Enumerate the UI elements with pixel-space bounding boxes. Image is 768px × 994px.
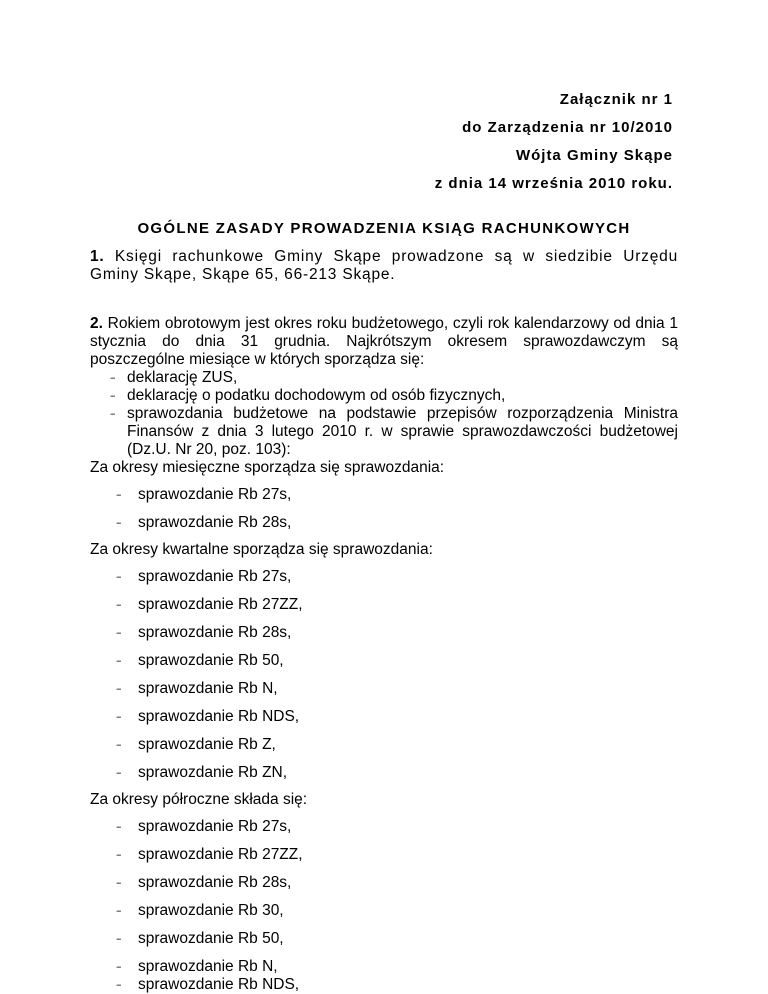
list-item: sprawozdanie Rb 50, [138, 930, 284, 947]
list-item: sprawozdanie Rb 28s, [138, 514, 292, 531]
list-item: sprawozdanie Rb 50, [138, 652, 284, 669]
bullet-budget-reports-line-3: (Dz.U. Nr 20, poz. 103): [127, 441, 291, 458]
bullet-dash: – [116, 820, 122, 833]
section-1-paragraph [90, 248, 678, 284]
bullet-dash: – [116, 960, 122, 973]
quarterly-heading: Za okresy kwartalne sporządza się sprawozdania: [90, 541, 433, 558]
section-1-number: 1. [90, 248, 105, 265]
list-item: sprawozdanie Rb NDS, [138, 976, 300, 993]
section-2-paragraph [90, 315, 678, 369]
section-1-text: Księgi rachunkowe Gminy Skąpe prowadzone są w siedzibie Urzędu Gminy Skąpe, Skąpe 65, 66-213 Skąpe. [90, 248, 678, 283]
bullet-dash: – [116, 876, 122, 889]
list-item: sprawozdanie Rb 27ZZ, [138, 846, 303, 863]
bullet-budget-reports-line-1: sprawozdania budżetowe na podstawie przepisów rozporządzenia Ministra [127, 405, 678, 422]
bullet-zus-declaration: deklarację ZUS, [127, 369, 238, 386]
bullet-dash: – [116, 488, 122, 501]
bullet-dash: – [116, 932, 122, 945]
list-item: sprawozdanie Rb N, [138, 680, 278, 697]
list-item: sprawozdanie Rb 27s, [138, 568, 292, 585]
ordinance-reference: do Zarządzenia nr 10/2010 [462, 119, 673, 136]
list-item: sprawozdanie Rb 27ZZ, [138, 596, 303, 613]
list-item: sprawozdanie Rb NDS, [138, 708, 300, 725]
bullet-dash: – [116, 516, 122, 529]
bullet-dash: – [110, 389, 116, 402]
halfyear-heading: Za okresy półroczne składa się: [90, 791, 308, 808]
bullet-dash: – [116, 626, 122, 639]
list-item: sprawozdanie Rb 30, [138, 902, 284, 919]
bullet-dash: – [110, 371, 116, 384]
section-2-number: 2. [90, 315, 103, 332]
bullet-dash: – [116, 848, 122, 861]
bullet-budget-reports-line-2: Finansów z dnia 3 lutego 2010 r. w sprawie sprawozdawczości budżetowej [127, 423, 678, 440]
bullet-dash: – [116, 738, 122, 751]
bullet-dash: – [116, 710, 122, 723]
document-title: OGÓLNE ZASADY PROWADZENIA KSIĄG RACHUNKOWYCH [137, 220, 631, 237]
issuer-label: Wójta Gminy Skąpe [515, 147, 673, 164]
list-item: sprawozdanie Rb Z, [138, 736, 276, 753]
bullet-dash: – [116, 682, 122, 695]
list-item: sprawozdanie Rb 28s, [138, 624, 292, 641]
monthly-heading: Za okresy miesięczne sporządza się sprawozdania: [90, 459, 445, 476]
list-item: sprawozdanie Rb 28s, [138, 874, 292, 891]
list-item: sprawozdanie Rb 27s, [138, 818, 292, 835]
list-item: sprawozdanie Rb ZN, [138, 764, 288, 781]
attachment-label: Załącznik nr 1 [559, 91, 673, 108]
bullet-income-tax-declaration: deklarację o podatku dochodowym od osób fizycznych, [127, 387, 506, 404]
bullet-dash: – [116, 598, 122, 611]
list-item: sprawozdanie Rb 27s, [138, 486, 292, 503]
issue-date: z dnia 14 września 2010 roku. [434, 175, 673, 192]
bullet-dash: – [110, 407, 116, 420]
list-item: sprawozdanie Rb N, [138, 958, 278, 975]
bullet-dash: – [116, 978, 122, 991]
bullet-dash: – [116, 766, 122, 779]
bullet-dash: – [116, 570, 122, 583]
section-2-text: Rokiem obrotowym jest okres roku budżetowego, czyli rok kalendarzowy od dnia 1 stycznia do dnia 31 grudnia. Najkrótszym okresem sprawozdawczym są poszczególne miesiące w których sporządza się: [90, 315, 678, 368]
bullet-dash: – [116, 904, 122, 917]
bullet-dash: – [116, 654, 122, 667]
